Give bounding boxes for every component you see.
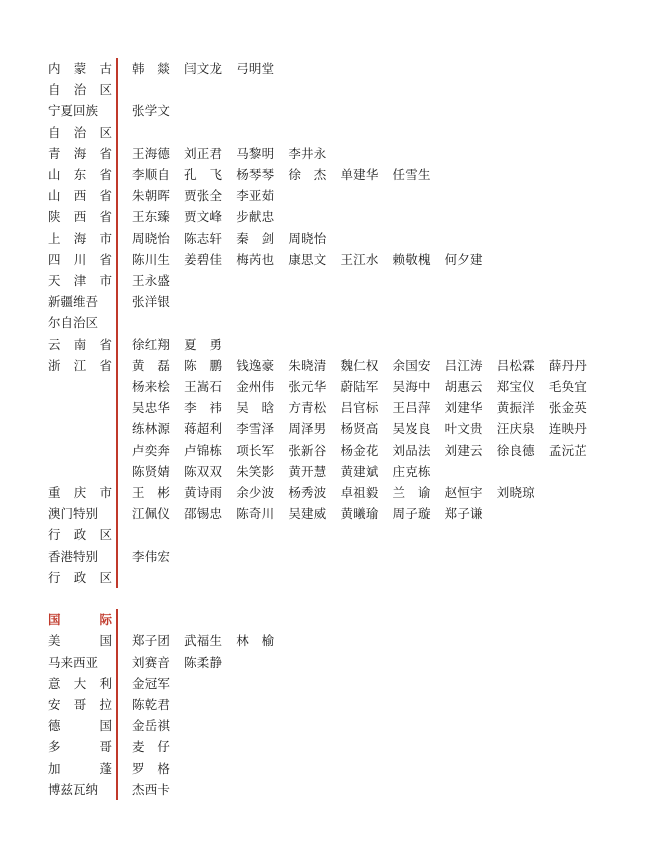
person-name: 汪庆泉 [496,421,535,437]
section-title: 国 际 [48,612,112,628]
person-name: 秦 剑 [236,230,275,246]
table-row [48,249,608,270]
names-cell [132,143,608,164]
person-name: 张元华 [288,379,327,395]
person-name: 卓祖毅 [340,485,379,501]
person-name: 叶文贵 [444,421,483,437]
names-cell [132,164,608,185]
person-name: 罗 格 [132,760,171,776]
region-label: 天 津 市 [48,273,112,289]
person-name: 吕松霖 [496,357,535,373]
accent-divider [116,503,118,524]
accent-divider [116,440,118,461]
accent-divider [116,312,118,333]
table-row [48,334,608,355]
person-name: 郑子谦 [444,506,483,522]
person-name: 张金英 [548,400,587,416]
person-name: 余少波 [236,485,275,501]
person-name: 贾文峰 [184,209,223,225]
person-name: 练林源 [132,421,171,437]
person-name: 张洋银 [132,294,171,310]
region-label: 香港特别 [48,548,99,564]
accent-divider [116,355,118,376]
region-label: 澳门特别 [48,506,99,522]
table-row [48,630,608,651]
table-row [48,546,608,567]
person-name: 吕官标 [340,400,379,416]
person-name: 赵恒宇 [444,485,483,501]
person-name: 麦 仔 [132,739,171,755]
person-name: 郑子团 [132,633,171,649]
table-row [48,291,608,312]
table-row [48,79,608,100]
names-cell [132,779,608,800]
names-cell [132,736,608,757]
person-name: 毛奂宜 [548,379,587,395]
person-name: 王东臻 [132,209,171,225]
accent-divider [116,376,118,397]
person-name: 马黎明 [236,145,275,161]
table-row [48,164,608,185]
accent-divider [116,715,118,736]
table-row [48,461,608,482]
table-row [48,58,608,79]
table-row [48,185,608,206]
table-row [48,503,608,524]
region-label: 多 哥 [48,739,112,755]
accent-divider [116,397,118,418]
region-label: 意 大 利 [48,675,112,691]
person-name: 吕江涛 [444,357,483,373]
person-name: 陈川生 [132,251,171,267]
names-cell [132,524,608,545]
accent-divider [116,58,118,79]
region-label: 重 庆 市 [48,485,112,501]
person-name: 陈双双 [184,463,223,479]
person-name: 刘品法 [392,442,431,458]
person-name: 蔚陆军 [340,379,379,395]
names-cell [132,206,608,227]
person-name: 黄曦瑜 [340,506,379,522]
person-name: 黄 磊 [132,357,171,373]
region-label: 宁夏回族 [48,103,99,119]
region-label: 德 国 [48,718,112,734]
names-cell [132,334,608,355]
person-name: 连映丹 [548,421,587,437]
person-name: 闫文龙 [184,61,223,76]
region-label: 上 海 市 [48,230,112,246]
table-row [48,567,608,588]
person-name: 姜碧佳 [184,251,223,267]
region-label: 马来西亚 [48,654,99,670]
table-row [48,694,608,715]
person-name: 周子璇 [392,506,431,522]
region-label: 加 蓬 [48,760,112,776]
accent-divider [116,249,118,270]
accent-divider [116,673,118,694]
person-name: 韩 燚 [132,61,171,76]
person-name: 步献忠 [236,209,275,225]
person-name: 余国安 [392,357,431,373]
person-name: 孟沅芷 [548,442,587,458]
person-name: 王吕萍 [392,400,431,416]
region-label: 陕 西 省 [48,209,112,225]
accent-divider [116,100,118,121]
region-label: 安 哥 拉 [48,697,112,713]
accent-divider [116,164,118,185]
person-name: 陈奇川 [236,506,275,522]
table-row [48,715,608,736]
person-name: 陈志轩 [184,230,223,246]
person-name: 王嵩石 [184,379,223,395]
accent-divider [116,270,118,291]
person-name: 江佩仪 [132,506,171,522]
names-cell [132,291,608,312]
person-name: 刘晓琼 [496,485,535,501]
names-cell [132,461,608,482]
names-cell [132,185,608,206]
names-cell [132,228,608,249]
person-name: 郑宝仪 [496,379,535,395]
table-row [48,312,608,333]
names-cell [132,376,608,397]
person-name: 武福生 [184,633,223,649]
accent-divider [116,482,118,503]
region-label: 自 治 区 [48,124,112,140]
person-name: 魏仁权 [340,357,379,373]
person-name: 邵锡忠 [184,506,223,522]
region-label: 山 东 省 [48,167,112,183]
person-name: 薛丹丹 [548,357,587,373]
accent-divider [116,524,118,545]
person-name: 朱晓清 [288,357,327,373]
region-label: 云 南 省 [48,336,112,352]
accent-divider [116,779,118,800]
person-name: 康思文 [288,251,327,267]
names-cell [132,79,608,100]
table-row [48,122,608,143]
person-name: 庄克栋 [392,463,431,479]
person-name: 林 榆 [236,633,275,649]
region-label: 博兹瓦纳 [48,781,99,797]
person-name: 刘赛音 [132,654,171,670]
person-name: 王海德 [132,145,171,161]
person-name: 方青松 [288,400,327,416]
names-cell [132,694,608,715]
names-cell [132,673,608,694]
person-name: 金州伟 [236,379,275,395]
region-label: 内 蒙 古 [48,61,112,76]
person-name: 单建华 [340,167,379,183]
person-name: 周晓怡 [288,230,327,246]
accent-divider [116,461,118,482]
person-name: 杨琴琴 [236,167,275,183]
person-name: 杨秀波 [288,485,327,501]
roster-rows-domestic [48,58,608,588]
table-row [48,270,608,291]
region-label: 行 政 区 [48,527,112,543]
person-name: 王 彬 [132,485,171,501]
person-name: 杨贤高 [340,421,379,437]
person-name: 李雪泽 [236,421,275,437]
names-cell [132,312,608,333]
region-label: 自 治 区 [48,82,112,98]
person-name: 蒋超利 [184,421,223,437]
table-row [48,482,608,503]
accent-divider [116,228,118,249]
person-name: 吴 晗 [236,400,275,416]
person-name: 项长军 [236,442,275,458]
table-row [48,376,608,397]
person-name: 周晓怡 [132,230,171,246]
names-cell [132,482,608,503]
region-label: 美 国 [48,633,112,649]
person-name: 朱朝晖 [132,188,171,204]
person-name: 陈柔静 [184,654,223,670]
person-name: 徐 杰 [288,167,327,183]
names-cell [132,758,608,779]
section-header-row [48,609,608,630]
person-name: 黄建斌 [340,463,379,479]
names-cell [132,503,608,524]
table-row [48,779,608,800]
accent-divider [116,291,118,312]
person-name: 朱笑影 [236,463,275,479]
names-cell [132,270,608,291]
table-row [48,758,608,779]
region-label: 新疆维吾 [48,294,99,310]
person-name: 任雪生 [392,167,431,183]
person-name: 王江水 [340,251,379,267]
region-label: 山 西 省 [48,188,112,204]
person-name: 黄开慧 [288,463,327,479]
person-name: 刘正君 [184,145,223,161]
person-name: 吴海中 [392,379,431,395]
table-row [48,100,608,121]
section-header-names [132,609,608,630]
person-name: 梅芮也 [236,251,275,267]
person-name: 黄振洋 [496,400,535,416]
names-cell [132,567,608,588]
table-row [48,673,608,694]
accent-divider [116,206,118,227]
names-cell [132,100,608,121]
names-cell [132,440,608,461]
table-row [48,206,608,227]
region-label: 浙 江 省 [48,357,112,373]
accent-divider [116,567,118,588]
person-name: 刘建云 [444,442,483,458]
person-name: 陈贤婧 [132,463,171,479]
roster-rows-international [48,630,608,800]
table-row [48,440,608,461]
person-name: 张新谷 [288,442,327,458]
person-name: 吴建威 [288,506,327,522]
person-name: 吴忠华 [132,400,171,416]
accent-divider [116,122,118,143]
names-cell [132,58,608,79]
region-label: 四 川 省 [48,251,112,267]
region-label: 尔自治区 [48,315,99,331]
table-row [48,397,608,418]
person-name: 杨来桧 [132,379,171,395]
person-name: 吴岌良 [392,421,431,437]
table-row [48,143,608,164]
person-name: 徐红翔 [132,336,171,352]
accent-divider [116,758,118,779]
person-name: 钱逸豪 [236,357,275,373]
region-label: 青 海 省 [48,145,112,161]
table-row [48,524,608,545]
names-cell [132,652,608,673]
person-name: 王永盛 [132,273,171,289]
table-row [48,418,608,439]
region-label: 行 政 区 [48,569,112,585]
person-name: 胡惠云 [444,379,483,395]
person-name: 金岳祺 [132,718,171,734]
person-name: 陈 鹏 [184,357,223,373]
accent-divider [116,694,118,715]
person-name: 金冠军 [132,675,171,691]
accent-divider [116,143,118,164]
accent-divider [116,652,118,673]
person-name: 刘建华 [444,400,483,416]
accent-divider [116,546,118,567]
person-name: 卢奕奔 [132,442,171,458]
person-name: 杰西卡 [132,781,171,797]
person-name: 夏 勇 [184,336,223,352]
accent-divider [116,185,118,206]
table-row [48,736,608,757]
person-name: 卢锦栋 [184,442,223,458]
person-name: 周泽男 [288,421,327,437]
person-name: 徐良德 [496,442,535,458]
person-name: 何夕建 [444,251,483,267]
person-name: 李顺自 [132,167,171,183]
names-cell [132,546,608,567]
person-name: 贾张全 [184,188,223,204]
table-row [48,355,608,376]
person-name: 兰 谕 [392,485,431,501]
person-name: 孔 飞 [184,167,223,183]
names-cell [132,249,608,270]
person-name: 赖敬槐 [392,251,431,267]
names-cell [132,355,608,376]
person-name: 张学文 [132,103,171,119]
table-row [48,652,608,673]
table-row [48,228,608,249]
person-name: 陈乾君 [132,697,171,713]
person-name: 李井永 [288,145,327,161]
accent-divider [116,630,118,651]
accent-divider [116,736,118,757]
section-spacer [48,588,608,609]
names-cell [132,122,608,143]
names-cell [132,715,608,736]
person-name: 杨金花 [340,442,379,458]
person-name: 黄诗雨 [184,485,223,501]
accent-divider [116,609,118,630]
names-cell [132,418,608,439]
accent-divider [116,334,118,355]
person-name: 李 祎 [184,400,223,416]
roster-table [48,58,608,800]
person-name: 李亚茹 [236,188,275,204]
accent-divider [116,79,118,100]
names-cell [132,397,608,418]
accent-divider [116,418,118,439]
names-cell [132,630,608,651]
person-name: 李伟宏 [132,548,171,564]
person-name: 弓明堂 [236,61,275,76]
